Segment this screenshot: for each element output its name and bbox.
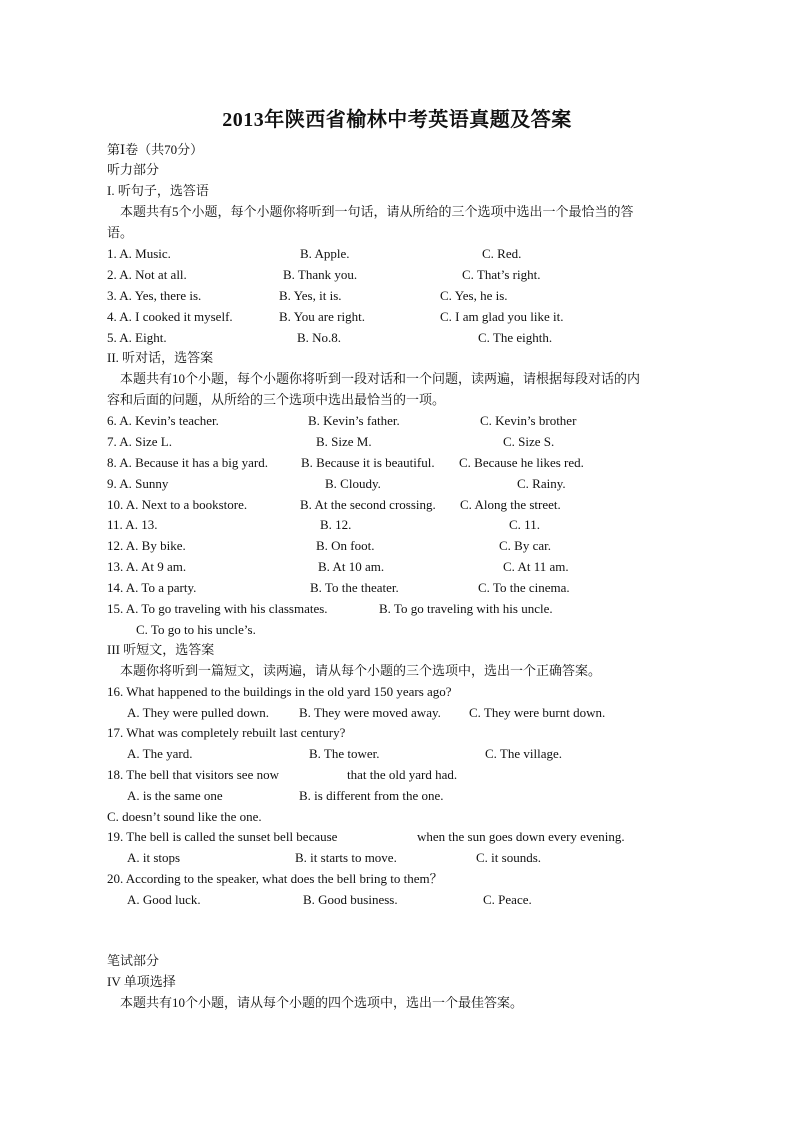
question-17-stem: 17. What was completely rebuilt last century? bbox=[107, 725, 346, 740]
option-b: B. Cloudy. bbox=[325, 476, 381, 491]
question-15-option-c: C. To go to his uncle’s. bbox=[136, 622, 256, 637]
stem-after-blank: that the old yard had. bbox=[347, 767, 458, 782]
option-a: A. it stops bbox=[127, 850, 181, 865]
section3-instruction: 本题你将听到一篇短文，读两遍，请从每个小题的三个选项中，选出一个正确答案。 bbox=[120, 663, 602, 678]
part1-header: 第Ⅰ卷（共70分） bbox=[107, 142, 204, 157]
option-b: B. They were moved away. bbox=[299, 705, 441, 720]
option-c: C. By car. bbox=[499, 538, 551, 553]
option-a: 9. A. Sunny bbox=[107, 476, 169, 491]
section3-heading: III 听短文，选答案 bbox=[107, 642, 215, 657]
option-b: B. Good business. bbox=[303, 892, 398, 907]
section4-instruction: 本题共有10个小题，请从每个小题的四个选项中，选出一个最佳答案。 bbox=[120, 995, 524, 1010]
option-b: B. Yes, it is. bbox=[279, 288, 342, 303]
stem-before-blank: 18. The bell that visitors see now bbox=[107, 767, 279, 782]
option-b: B. At 10 am. bbox=[318, 559, 385, 574]
section1-instruction-cont: 语。 bbox=[107, 225, 134, 240]
option-a: 4. A. I cooked it myself. bbox=[107, 309, 233, 324]
section2-instruction: 本题共有10个小题，每个小题你将听到一段对话和一个问题，读两遍，请根据每段对话的内 bbox=[120, 371, 641, 386]
option-b: B. You are right. bbox=[279, 309, 365, 324]
option-b: B. At the second crossing. bbox=[300, 497, 436, 512]
option-a: 15. A. To go traveling with his classmates. bbox=[107, 601, 328, 616]
option-b: B. To the theater. bbox=[310, 580, 399, 595]
stem-before-blank: 19. The bell is called the sunset bell because bbox=[107, 829, 338, 844]
page-title: 2013年陕西省榆林中考英语真题及答案 bbox=[222, 109, 572, 131]
question-20-stem: 20. According to the speaker, what does the bell bring to them？ bbox=[107, 871, 443, 886]
option-c: C. Red. bbox=[482, 246, 522, 261]
section1-instruction: 本题共有5个小题，每个小题你将听到一句话，请从所给的三个选项中选出一个最恰当的答 bbox=[120, 204, 634, 219]
option-a: 8. A. Because it has a big yard. bbox=[107, 455, 269, 470]
option-a: 2. A. Not at all. bbox=[107, 267, 187, 282]
option-b: B. Apple. bbox=[300, 246, 350, 261]
option-b: B. Thank you. bbox=[283, 267, 358, 282]
option-c: C. At 11 am. bbox=[503, 559, 569, 574]
option-c: C. The village. bbox=[485, 746, 563, 761]
option-c: C. That’s right. bbox=[462, 267, 541, 282]
option-a: A. Good luck. bbox=[127, 892, 201, 907]
option-c: C. Because he likes red. bbox=[459, 455, 584, 470]
stem-after-blank: when the sun goes down every evening. bbox=[417, 829, 625, 844]
option-b: B. The tower. bbox=[309, 746, 380, 761]
section2-instruction-cont: 容和后面的问题，从所给的三个选项中选出最恰当的一项。 bbox=[107, 392, 446, 407]
option-b: B. Because it is beautiful. bbox=[301, 455, 435, 470]
option-c: C. Kevin’s brother bbox=[480, 413, 577, 428]
option-a: 5. A. Eight. bbox=[107, 330, 167, 345]
question-18-option-c: C. doesn’t sound like the one. bbox=[107, 809, 262, 824]
option-c: C. it sounds. bbox=[476, 850, 542, 865]
option-a: A. The yard. bbox=[127, 746, 193, 761]
option-c: C. Peace. bbox=[483, 892, 532, 907]
option-b: B. To go traveling with his uncle. bbox=[379, 601, 553, 616]
option-c: C. They were burnt down. bbox=[469, 705, 606, 720]
option-a: A. is the same one bbox=[127, 788, 223, 803]
section4-heading: IV 单项选择 bbox=[107, 974, 176, 989]
option-a: 6. A. Kevin’s teacher. bbox=[107, 413, 219, 428]
option-a: 12. A. By bike. bbox=[107, 538, 186, 553]
option-a: 14. A. To a party. bbox=[107, 580, 197, 595]
option-a: 11. A. 13. bbox=[107, 517, 158, 532]
option-b: B. On foot. bbox=[316, 538, 375, 553]
section2-heading: II. 听对话，选答案 bbox=[107, 350, 214, 365]
section1-heading: I. 听句子，选答语 bbox=[107, 183, 209, 198]
listening-header: 听力部分 bbox=[107, 162, 160, 177]
option-b: B. is different from the one. bbox=[299, 788, 444, 803]
option-c: C. Size S. bbox=[503, 434, 555, 449]
option-a: 3. A. Yes, there is. bbox=[107, 288, 202, 303]
option-c: C. To the cinema. bbox=[478, 580, 570, 595]
option-c: C. I am glad you like it. bbox=[440, 309, 564, 324]
option-c: C. 11. bbox=[509, 517, 540, 532]
option-b: B. Size M. bbox=[316, 434, 372, 449]
option-c: C. Yes, he is. bbox=[440, 288, 508, 303]
option-c: C. Along the street. bbox=[460, 497, 561, 512]
option-a: 10. A. Next to a bookstore. bbox=[107, 497, 248, 512]
option-a: A. They were pulled down. bbox=[127, 705, 270, 720]
option-b: B. it starts to move. bbox=[295, 850, 397, 865]
option-a: 13. A. At 9 am. bbox=[107, 559, 187, 574]
option-b: B. Kevin’s father. bbox=[308, 413, 400, 428]
option-b: B. 12. bbox=[320, 517, 352, 532]
option-b: B. No.8. bbox=[297, 330, 342, 345]
option-a: 7. A. Size L. bbox=[107, 434, 172, 449]
question-16-stem: 16. What happened to the buildings in the old yard 150 years ago? bbox=[107, 684, 452, 699]
option-c: C. The eighth. bbox=[478, 330, 553, 345]
option-c: C. Rainy. bbox=[517, 476, 566, 491]
option-a: 1. A. Music. bbox=[107, 246, 171, 261]
writing-header: 笔试部分 bbox=[107, 953, 160, 968]
